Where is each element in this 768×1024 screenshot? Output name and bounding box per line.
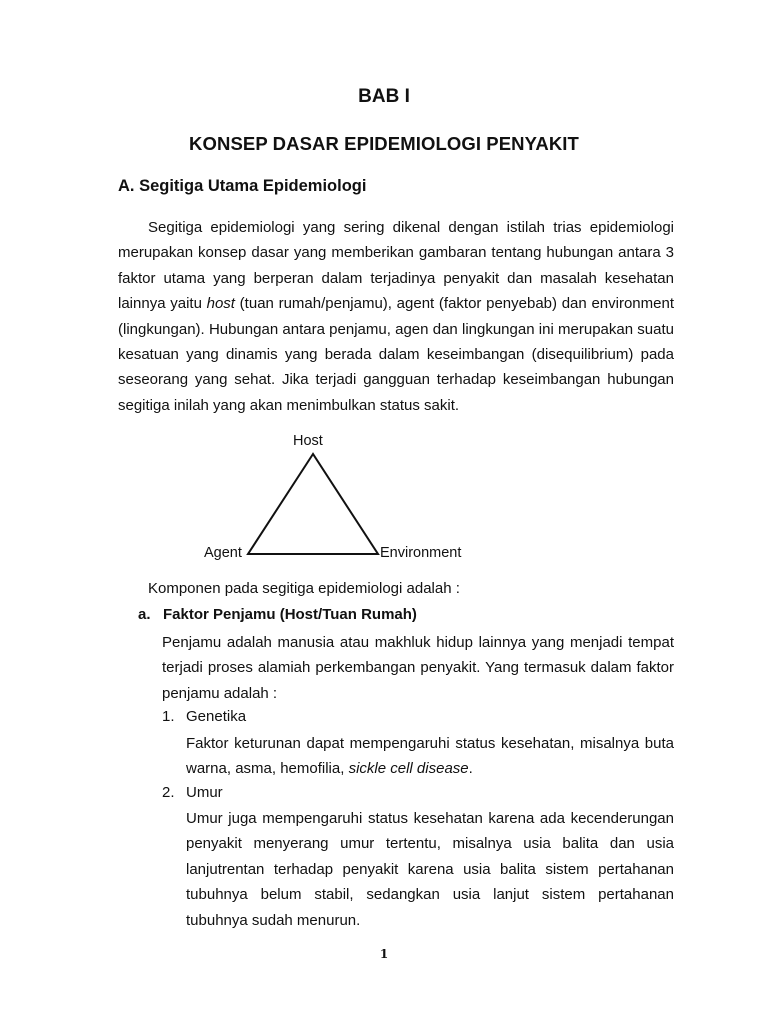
host-factor-heading	[138, 606, 417, 623]
agent-label: Agent	[204, 545, 242, 561]
subitem-1-text: Faktor keturunan dapat mempengaruhi status kesehatan, misalnya buta warna, asma, hemofilia,	[186, 735, 674, 778]
section-heading: A. Segitiga Utama Epidemiologi	[118, 177, 367, 195]
intro-paragraph	[118, 215, 674, 418]
subitem-1-heading-text: Genetika	[186, 708, 247, 725]
epidemiology-triangle-diagram	[190, 428, 490, 570]
triangle-outline	[248, 454, 378, 554]
chapter-heading: BAB I	[358, 86, 410, 107]
chapter-title: KONSEP DASAR EPIDEMIOLOGI PENYAKIT	[189, 133, 579, 154]
subitem-umur-heading	[162, 784, 223, 801]
components-intro: Komponen pada segitiga epidemiologi adalah :	[148, 580, 460, 597]
host-label: Host	[293, 433, 323, 449]
subitem-genetika-heading	[162, 708, 246, 725]
subitem-1-italic: sickle cell disease	[348, 760, 469, 778]
intro-text-part2: (tuan rumah/penjamu), agent (faktor penyebab) dan environment (lingkungan). Hubungan antara penjamu, agen dan lingkungan ini merupakan suatu kesatuan yang dinamis yang berada dalam keseimbangan (disequilibrium) pada seseorang yang sehat. Jika terjadi gangguan terhadap keseimbangan hubungan segitiga inilah yang akan menimbulkan status sakit.	[118, 295, 674, 414]
subitem-1-tail: .	[468, 760, 473, 778]
host-factor-paragraph: Penjamu adalah manusia atau makhluk hidup lainnya yang menjadi tempat terjadi proses alamiah perkembangan penyakit. Yang termasuk dalam faktor penjamu adalah :	[162, 634, 674, 702]
subitem-2-marker: 2.	[162, 784, 175, 801]
subitem-2-heading-text: Umur	[186, 784, 223, 801]
item-a-marker: a.	[138, 606, 151, 623]
subitem-genetika-paragraph	[186, 731, 674, 782]
host-term: host	[206, 295, 235, 313]
intro-text-part1: Segitiga epidemiologi yang sering dikenal dengan istilah trias epidemiologi merupakan konsep dasar yang memberikan gambaran tentang hubungan antara 3 faktor utama yang berperan dalam terjadinya penyakit dan masalah kesehatan lainnya yaitu	[118, 219, 674, 313]
page-number: 1	[379, 947, 389, 961]
item-a-heading-text: Faktor Penjamu (Host/Tuan Rumah)	[163, 606, 417, 623]
environment-label: Environment	[380, 545, 462, 561]
subitem-umur-paragraph: Umur juga mempengaruhi status kesehatan karena ada kecenderungan penyakit menyerang umur tertentu, misalnya usia balita dan usia lanjutrentan terhadap penyakit karena usia balita sistem pertahanan tubuhnya belum stabil, sedangkan usia lanjut sistem pertahanan tubuhnya sudah menurun.	[186, 810, 674, 929]
subitem-1-marker: 1.	[162, 708, 175, 725]
